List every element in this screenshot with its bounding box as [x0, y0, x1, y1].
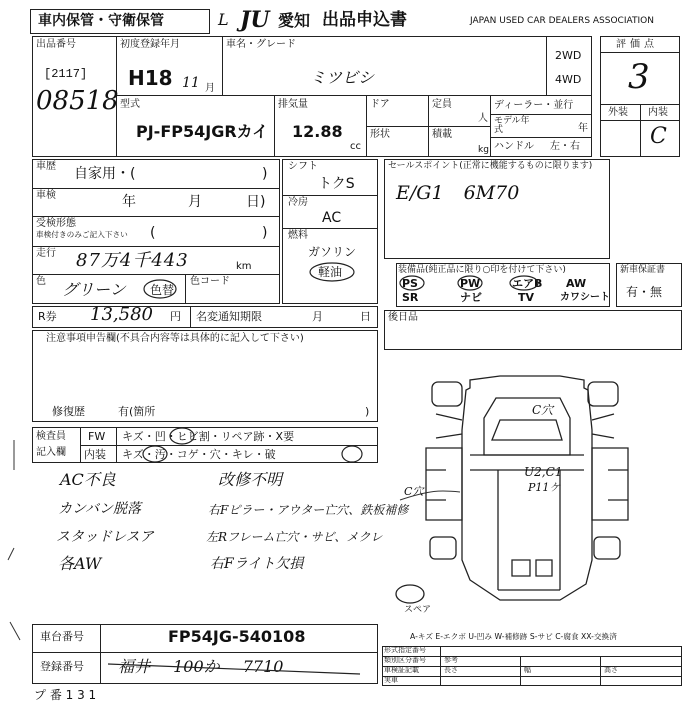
r-ticket-unit: 円	[170, 310, 181, 323]
history-paren-close: )	[262, 166, 268, 182]
registration-month: 11	[182, 75, 200, 91]
interior-value: C	[650, 124, 667, 149]
r-ticket-value: 13,580	[90, 304, 153, 325]
repair-close: )	[365, 405, 370, 418]
diag-annotation-2: U2,C1	[524, 465, 563, 479]
tax-notice-month: 月	[312, 310, 323, 323]
spec-dimension-label: 車検証記載	[384, 666, 419, 674]
spec-height-label: 高さ	[604, 666, 618, 674]
vehicle-name-label: 車名・グレード	[226, 39, 296, 50]
mileage-label: 走行	[36, 248, 56, 259]
interior-inspect-items: キズ・汚・コゲ・穴・キレ・破	[122, 448, 276, 461]
lot-number: 08518	[36, 86, 119, 116]
rating-value: 3	[628, 57, 650, 97]
cooling-label: 冷房	[288, 197, 308, 208]
capacity-unit: 人	[478, 113, 488, 124]
spec-length-label: 長さ	[444, 666, 458, 674]
spec-ref-label: 参考	[444, 656, 458, 664]
ju-logo: JU	[240, 7, 270, 33]
cooling-value: AC	[322, 210, 342, 226]
spare-label: スペア	[404, 605, 432, 615]
interior-label: 内装	[648, 107, 668, 118]
model-label: 型式	[120, 99, 140, 110]
chassis-label: 車台番号	[40, 630, 84, 643]
note-right-2: 右Fピラー・アウター亡穴、鉄板補修	[208, 503, 409, 517]
damage-legend: A-キズ E-エクボ U-凹み W-補修跡 S-サビ C-腐食 XX-交換済	[410, 633, 617, 642]
drive-2wd: 2WD	[555, 49, 582, 62]
lot-label: 出品番号	[36, 39, 76, 50]
receipt-label: 受検形態	[36, 218, 76, 229]
after-label: 後日品	[388, 312, 418, 323]
form-title: 出品申込書	[322, 10, 407, 30]
inspection-label: 車検	[36, 190, 56, 201]
diag-annotation-1: C穴	[532, 403, 554, 417]
fuel-gasoline: ガソリン	[308, 245, 357, 259]
registration-label: 初度登録年月	[120, 39, 180, 50]
note-left-4: 各AW	[58, 554, 102, 573]
inspection-month-unit: 月	[188, 194, 202, 210]
dealer-label: ディーラー・並行	[494, 100, 574, 111]
drive-4wd: 4WD	[555, 73, 582, 86]
note-left-2: カンバン脱落	[58, 501, 142, 517]
equipment-label: 装備品(純正品に限り○印を付けて下さい)	[398, 265, 566, 275]
note-right-4: 右Fライト欠損	[210, 556, 304, 572]
history-label: 車歴	[36, 161, 56, 172]
exterior-label: 外装	[608, 107, 628, 118]
equip-navi: ナビ	[460, 291, 482, 304]
inspection-year-unit: 年	[122, 194, 136, 210]
equip-tv: TV	[518, 291, 535, 304]
color-value: グリーン	[62, 280, 126, 299]
storage-mark: L	[218, 10, 229, 29]
registration-month-unit: 月	[205, 83, 215, 94]
handle-value: 左・右	[550, 141, 580, 152]
receipt-paren-close: )	[262, 225, 268, 241]
chassis-value: FP54JG-540108	[168, 627, 306, 646]
load-label: 積載	[432, 129, 452, 140]
model-value: PJ-FP54JGRカイ	[136, 122, 269, 141]
model-year-unit: 年	[578, 123, 588, 134]
sales-points-label: セールスポイント(正常に機能するものに限ります)	[388, 161, 593, 171]
equip-ps: PS	[402, 277, 418, 290]
model-year-label: モデル年式	[494, 116, 530, 135]
inspector-label-2: 記入欄	[36, 447, 66, 458]
note-left-1: AC不良	[60, 470, 116, 489]
equip-sr: SR	[402, 291, 419, 304]
tax-notice-label: 名変通知期限	[196, 310, 262, 323]
shift-value: トクS	[318, 176, 355, 192]
mileage-value: 87万4千443	[76, 250, 189, 271]
equip-airbag: エアB	[512, 277, 543, 290]
fw-label: FW	[88, 430, 106, 443]
repair-value: 有(箇所	[118, 405, 156, 418]
equip-seat: カワシート	[560, 292, 610, 303]
shift-label: シフト	[288, 161, 318, 172]
handle-label: ハンドル	[494, 141, 534, 152]
interior-inspect-label: 内装	[84, 448, 106, 461]
fw-items: キズ・凹・ヒビ割・リペア跡・X要	[122, 430, 295, 443]
history-value: 自家用・(	[74, 166, 136, 182]
fuel-diesel: 軽油	[318, 265, 343, 279]
equip-aw: AW	[566, 277, 587, 290]
vehicle-name-value: ミツビシ	[310, 68, 375, 87]
receipt-note: 車検付きのみご記入下さい	[36, 231, 128, 240]
diag-annotation-3: P11ケ	[528, 481, 561, 494]
color-change: 色替	[150, 283, 175, 297]
note-right-1: 改修不明	[218, 470, 283, 489]
new-manual-label: 新車保証書	[620, 265, 666, 275]
fuel-label: 燃料	[288, 230, 308, 241]
storage-label: 車内保管・守衛保管	[38, 13, 164, 29]
plate-value: 福井 100か 7710	[118, 657, 284, 676]
repair-label: 修復歴	[52, 405, 85, 418]
lot-prefix: [2117]	[44, 67, 88, 81]
registration-year: H18	[128, 66, 173, 90]
color-code-label: 色コード	[190, 276, 230, 287]
bottom-cut-text: プ 番 1 3 1	[34, 688, 97, 702]
displacement-label: 排気量	[278, 99, 308, 110]
note-right-3: 左Rフレーム亡穴・サビ、メクレ	[206, 530, 383, 544]
load-unit: kg	[478, 145, 489, 155]
mileage-unit: km	[236, 261, 252, 272]
notes-label: 注意事項申告欄(不具合内容等は具体的に記入して下さい)	[46, 333, 304, 344]
spec-category-label: 類別区分番号	[384, 656, 426, 664]
r-ticket-label: R券	[38, 310, 57, 323]
displacement-value: 12.88	[292, 122, 343, 141]
displacement-unit: cc	[350, 141, 361, 152]
note-left-3: スタッドレスア	[56, 529, 154, 545]
new-manual-value: 有・無	[626, 285, 663, 299]
receipt-paren-open: (	[150, 225, 156, 241]
diag-annotation-4: C穴	[404, 485, 424, 498]
spec-width-label: 幅	[524, 666, 531, 674]
org-english: JAPAN USED CAR DEALERS ASSOCIATION	[470, 16, 654, 26]
color-label: 色	[36, 276, 46, 287]
tax-notice-day: 日	[360, 310, 371, 323]
capacity-label: 定員	[432, 99, 452, 110]
equip-pw: PW	[460, 277, 481, 290]
spec-approval-label: 形式指定番号	[384, 646, 426, 654]
plate-label: 登録番号	[40, 660, 84, 673]
door-label: ドア	[370, 99, 390, 110]
inspector-label-1: 検査員	[36, 431, 66, 442]
sales-points-value: E/G1 6M70	[396, 182, 520, 204]
org-name: 愛知	[278, 11, 311, 30]
spec-row2-label: 実車	[384, 676, 398, 684]
rating-label: 評価点	[616, 39, 658, 50]
shape-label: 形状	[370, 129, 390, 140]
inspection-day-unit: 日)	[246, 194, 266, 210]
